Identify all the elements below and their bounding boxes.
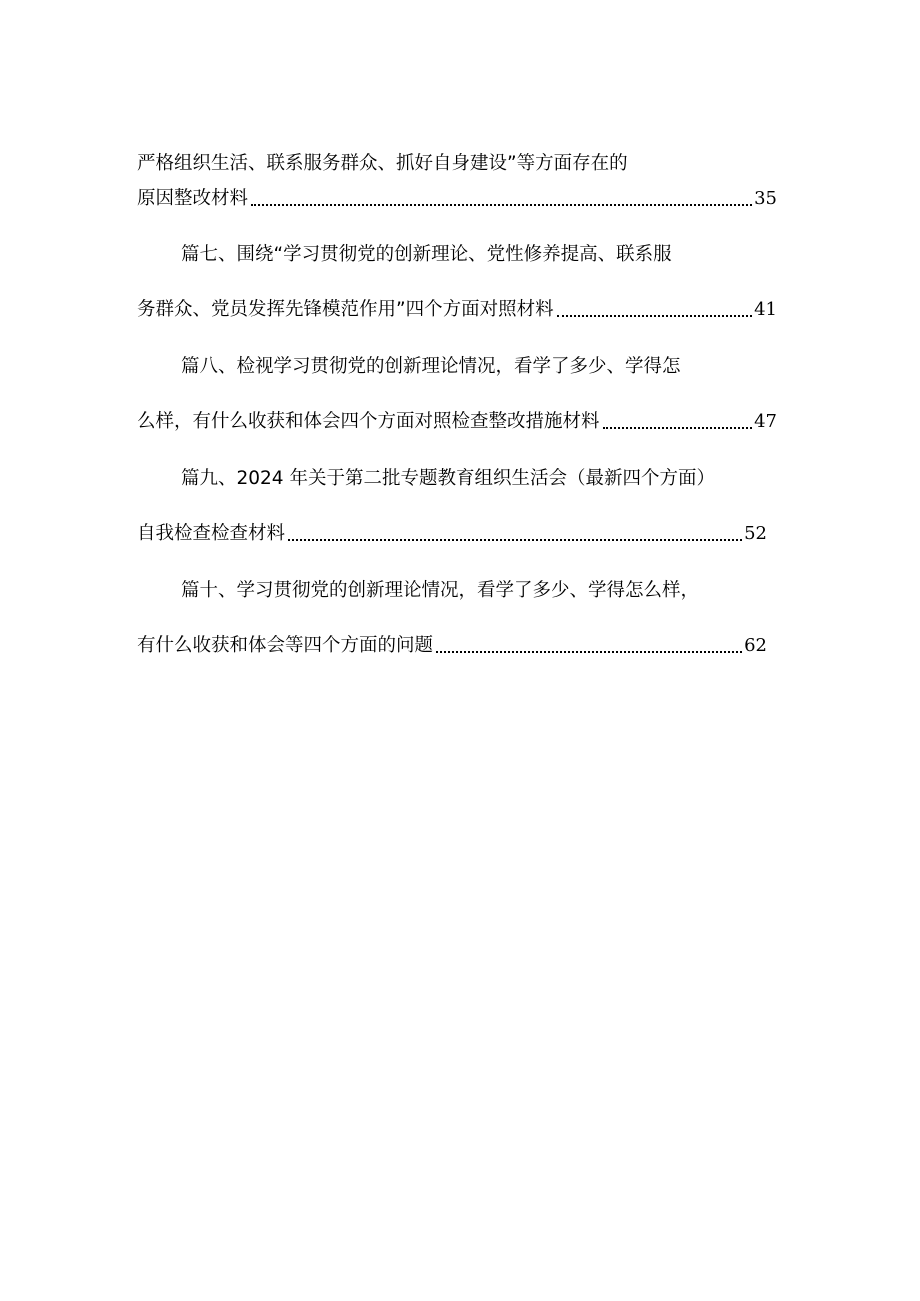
toc-entry-2-line-2[interactable] bbox=[137, 298, 777, 322]
toc-entry-5-line-2[interactable] bbox=[137, 634, 767, 658]
dot-leader bbox=[251, 204, 752, 206]
dot-leader bbox=[557, 315, 753, 317]
toc-entry-3-line-2[interactable] bbox=[137, 410, 777, 434]
toc-entry-5-line-1: 篇十、学习贯彻党的创新理论情况，看学了多少、学得怎么样， bbox=[181, 580, 700, 601]
toc-entry-title: 自我检查检查材料 bbox=[137, 523, 286, 544]
toc-entry-1-line-2[interactable] bbox=[137, 187, 777, 211]
toc-entry-2-line-1: 篇七、围绕“学习贯彻党的创新理论、党性修养提高、联系服 bbox=[181, 244, 672, 265]
toc-page-number: 52 bbox=[744, 523, 767, 544]
dot-leader bbox=[288, 539, 742, 541]
toc-page-number: 35 bbox=[754, 188, 777, 209]
dot-leader bbox=[436, 651, 742, 653]
dot-leader bbox=[603, 427, 753, 429]
toc-entry-1-line-1: 严格组织生活、联系服务群众、抓好自身建设”等方面存在的 bbox=[137, 153, 628, 174]
toc-entry-title: 原因整改材料 bbox=[137, 188, 249, 209]
toc-page-number: 62 bbox=[744, 635, 767, 656]
toc-entry-title: 么样，有什么收获和体会四个方面对照检查整改措施材料 bbox=[137, 411, 600, 432]
toc-entry-4-line-2[interactable] bbox=[137, 522, 767, 546]
toc-page-number: 47 bbox=[754, 411, 777, 432]
toc-page-number: 41 bbox=[754, 299, 777, 320]
toc-entry-3-line-1: 篇八、检视学习贯彻党的创新理论情况，看学了多少、学得怎 bbox=[181, 356, 681, 377]
toc-entry-title: 务群众、党员发挥先锋模范作用”四个方面对照材料 bbox=[137, 299, 554, 320]
toc-entry-title: 有什么收获和体会等四个方面的问题 bbox=[137, 635, 434, 656]
toc-entry-4-line-1: 篇九、2024 年关于第二批专题教育组织生活会（最新四个方面） bbox=[181, 468, 715, 489]
